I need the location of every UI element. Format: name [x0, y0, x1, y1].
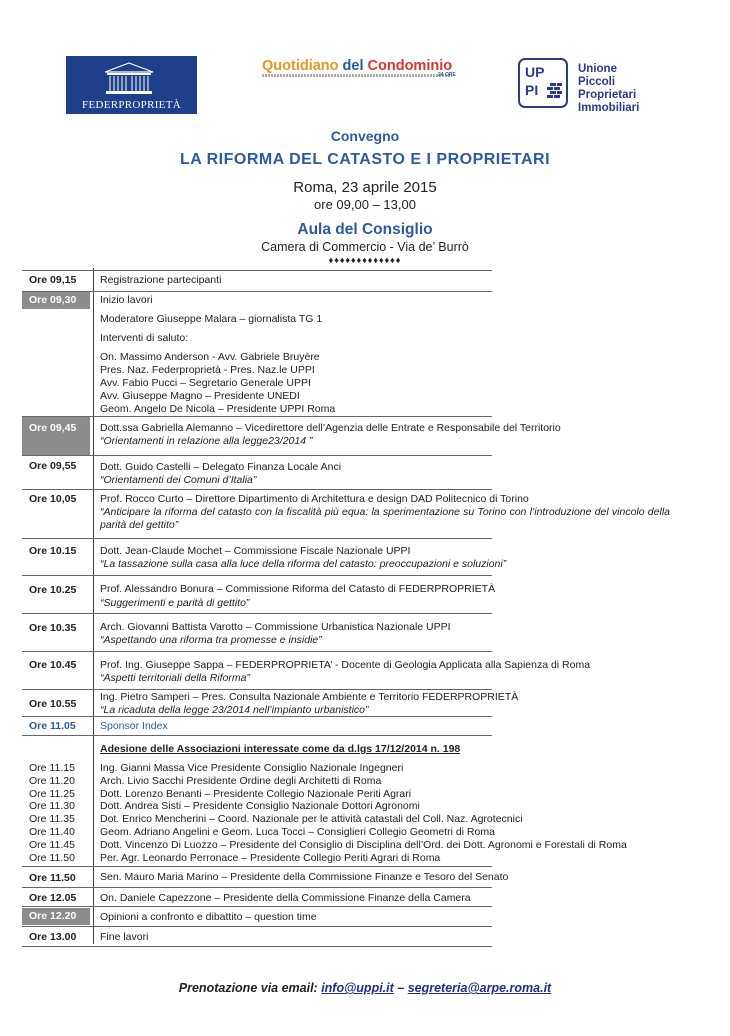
row-divider — [22, 416, 492, 417]
adesione-time: Ore 11.30 — [29, 800, 75, 813]
time-1205: Ore 12.05 — [29, 892, 77, 904]
uppi-name-line-4: Immobiliari — [578, 102, 640, 114]
venue-location: Camera di Commercio - Via de’ Burrò — [261, 240, 469, 254]
conference-date: Roma, 23 aprile 2015 — [293, 179, 437, 196]
email-link-arpe[interactable]: segreteria@arpe.roma.it — [407, 981, 552, 995]
adesione-speaker: Arch. Livio Sacchi Presidente Ordine degli Architetti di Roma — [100, 774, 382, 787]
topic-samperi: “La ricaduta della legge 23/2014 nell’impianto urbanistico” — [100, 704, 369, 716]
time-1220: Ore 12.20 — [22, 908, 90, 925]
row-divider — [22, 270, 492, 271]
adesione-speaker: Per. Agr. Leonardo Perronace – Presidente Collegio Periti Agrari di Roma — [100, 851, 441, 864]
uppi-logo — [518, 58, 568, 108]
row-divider — [22, 735, 492, 736]
row-divider — [22, 887, 492, 888]
topic-curto: “Anticipare la riforma del catasto con la fiscalità più equa: la sperimentazione su Torino con l’introduzione del vincolo della parità del gettito” — [100, 506, 670, 531]
time-1035: Ore 10.35 — [29, 622, 77, 634]
adesione-time: Ore 11.20 — [29, 774, 75, 787]
conference-title: LA RIFORMA DEL CATASTO E I PROPRIETARI — [179, 151, 551, 168]
adesione-speaker: Dott. Andrea Sisti – Presidente Consiglio Nazionale Dottori Agronomi — [100, 800, 420, 813]
adesione-time: Ore 11.40 — [29, 826, 75, 838]
opinioni-text: Opinioni a confronto e dibattito – question time — [100, 911, 317, 923]
adesione-time: Ore 11.35 — [29, 813, 75, 826]
row-divider — [22, 455, 492, 456]
row-divider — [22, 651, 492, 652]
topic-sappa: “Aspetti territoriali della Riforma” — [100, 672, 250, 684]
time-1150b: Ore 11.50 — [29, 872, 76, 884]
row-divider — [22, 613, 492, 614]
email-link-uppi[interactable]: info@uppi.it — [321, 981, 394, 995]
row-divider — [22, 906, 492, 907]
adesione-time: Ore 11.15 — [29, 762, 75, 774]
row-divider — [22, 689, 492, 690]
federproprieta-logo-text: FEDERPROPRIETÀ — [82, 99, 181, 111]
speaker-alemanno: Dott.ssa Gabriella Alemanno – Vicedirettore dell’Agenzia delle Entrate e Responsabile del Territorio — [100, 422, 561, 434]
time-0930: Ore 09,30 — [22, 292, 90, 309]
topic-varotto: “Aspettando una riforma tra promesse e insidie” — [100, 634, 322, 646]
row-divider — [22, 926, 492, 927]
booking-label: Prenotazione via email: — [178, 981, 322, 995]
adesione-speaker: Dott. Vincenzo Di Luozzo – Presidente del Consiglio di Disciplina dell’Ord. dei Dott. Agronomi e Forestali di Roma — [100, 838, 627, 851]
interventi-label: Interventi di saluto: — [100, 332, 189, 344]
time-1300: Ore 13.00 — [29, 931, 77, 943]
row-divider — [22, 946, 492, 947]
speaker-marino: Sen. Mauro Maria Marino – Presidente della Commissione Finanze e Tesoro del Senato — [100, 871, 509, 883]
speaker-capezzone: On. Daniele Capezzone – Presidente della Commissione Finanze della Camera — [100, 892, 471, 904]
speaker-samperi: Ing. Pietro Samperi – Pres. Consulta Nazionale Ambiente e Territorio FEDERPROPRIETÀ — [100, 691, 519, 703]
adesione-speaker: Geom. Adriano Angelini e Geom. Luca Tocci – Consiglieri Collegio Geometri di Roma — [100, 826, 495, 838]
qdc-word-2: del — [338, 58, 368, 74]
sponsor-index: Sponsor Index — [100, 720, 168, 732]
adesione-speaker: Dott. Lorenzo Benanti – Presidente Collegio Nazionale Periti Agrari — [100, 787, 412, 800]
saluto-line: Geom. Angelo De Nicola – Presidente UPPI Roma — [100, 403, 336, 415]
qdc-word-3: Condominio — [367, 58, 453, 74]
saluto-line: Pres. Naz. Federproprietà - Pres. Naz.le UPPI — [100, 364, 315, 376]
time-1105: Ore 11.05 — [29, 720, 76, 732]
saluto-line: Avv. Fabio Pucci – Segretario Generale UPPI — [100, 377, 311, 389]
row-divider — [22, 866, 492, 867]
qdc-tagline-strip — [262, 74, 452, 77]
time-1015: Ore 10.15 — [29, 545, 77, 557]
uppi-name-line-1: Unione — [578, 63, 617, 75]
adesione-time: Ore 11.45 — [29, 838, 75, 851]
time-0955: Ore 09,55 — [29, 460, 77, 472]
qdc-badge: 24 ORE — [438, 72, 456, 78]
saluto-line: Avv. Giuseppe Magno – Presidente UNEDI — [100, 390, 300, 402]
adesione-time: Ore 11.25 — [29, 787, 75, 800]
booking-footer — [0, 981, 730, 995]
federproprieta-logo — [66, 56, 197, 114]
speaker-bonura: Prof. Alessandro Bonura – Commissione Riforma del Catasto di FEDERPROPRIETÀ — [100, 583, 496, 595]
row-divider — [22, 538, 492, 539]
qdc-word-1: Quotidiano — [262, 58, 339, 74]
speaker-mochet: Dott. Jean-Claude Mochet – Commissione Fiscale Nazionale UPPI — [100, 545, 411, 557]
topic-bonura: “Suggerimenti e parità di gettito” — [100, 597, 250, 609]
adesione-time: Ore 11.50 — [29, 851, 75, 864]
uppi-name-line-3: Proprietari — [578, 89, 637, 101]
svg-text:PI: PI — [525, 82, 539, 98]
time-1005: Ore 10,05 — [29, 493, 77, 505]
row-divider — [22, 575, 492, 576]
adesione-speaker: Ing. Gianni Massa Vice Presidente Consiglio Nazionale Ingegneri — [100, 762, 404, 774]
time-1045: Ore 10.45 — [29, 659, 77, 671]
registrazione-text: Registrazione partecipanti — [100, 274, 222, 286]
row-divider — [22, 716, 492, 717]
quotidiano-condominio-logo — [262, 58, 452, 74]
uppi-mark-icon — [524, 63, 566, 105]
svg-text:UP: UP — [525, 64, 545, 80]
speaker-curto: Prof. Rocco Curto – Direttore Dipartimento di Architettura e design DAD Politecnico di Torino — [100, 493, 529, 505]
uppi-logo-mark — [524, 63, 566, 107]
topic-alemanno: “Orientamenti in relazione alla legge23/2014 ” — [100, 435, 313, 447]
building-icon — [104, 62, 154, 95]
speaker-varotto: Arch. Giovanni Battista Varotto – Commissione Urbanistica Nazionale UPPI — [100, 621, 451, 633]
email-separator: – — [393, 981, 408, 995]
speaker-castelli: Dott. Guido Castelli – Delegato Finanza Locale Anci — [100, 461, 342, 473]
row-divider — [22, 489, 492, 490]
time-0945: Ore 09,45 — [22, 417, 90, 455]
time-1025: Ore 10.25 — [29, 584, 77, 596]
adesione-heading: Adesione delle Associazioni interessate come da d.lgs 17/12/2014 n. 198 — [100, 743, 461, 755]
conference-hours: ore 09,00 – 13,00 — [314, 197, 416, 212]
convegno-label: Convegno — [330, 128, 400, 144]
topic-castelli: “Orientamenti dei Comuni d’Italia” — [100, 474, 257, 486]
time-1055: Ore 10.55 — [29, 698, 77, 710]
speaker-sappa: Prof. Ing. Giuseppe Sappa – FEDERPROPRIETA’ - Docente di Geologia Applicata alla Sapienza di Roma — [100, 659, 591, 671]
saluto-line: On. Massimo Anderson - Avv. Gabriele Bruyère — [100, 351, 320, 363]
uppi-name-line-2: Piccoli — [578, 76, 616, 88]
separator-dots: ♦♦♦♦♦♦♦♦♦♦♦♦♦ — [328, 255, 402, 265]
schedule-divider — [93, 268, 94, 944]
venue-name: Aula del Consiglio — [297, 221, 433, 238]
fine-lavori-text: Fine lavori — [100, 931, 149, 943]
topic-mochet: “La tassazione sulla casa alla luce della riforma del catasto: preoccupazioni e soluzioni” — [100, 558, 507, 570]
time-0915: Ore 09,15 — [29, 274, 77, 286]
adesione-speaker: Dot. Enrico Mencherini – Coord. Nazionale per le attività catastali del Coll. Naz. Agrotecnici — [100, 813, 523, 826]
moderatore-text: Moderatore Giuseppe Malara – giornalista TG 1 — [100, 313, 323, 325]
inizio-lavori-text: Inizio lavori — [100, 294, 153, 306]
row-divider — [22, 291, 492, 292]
